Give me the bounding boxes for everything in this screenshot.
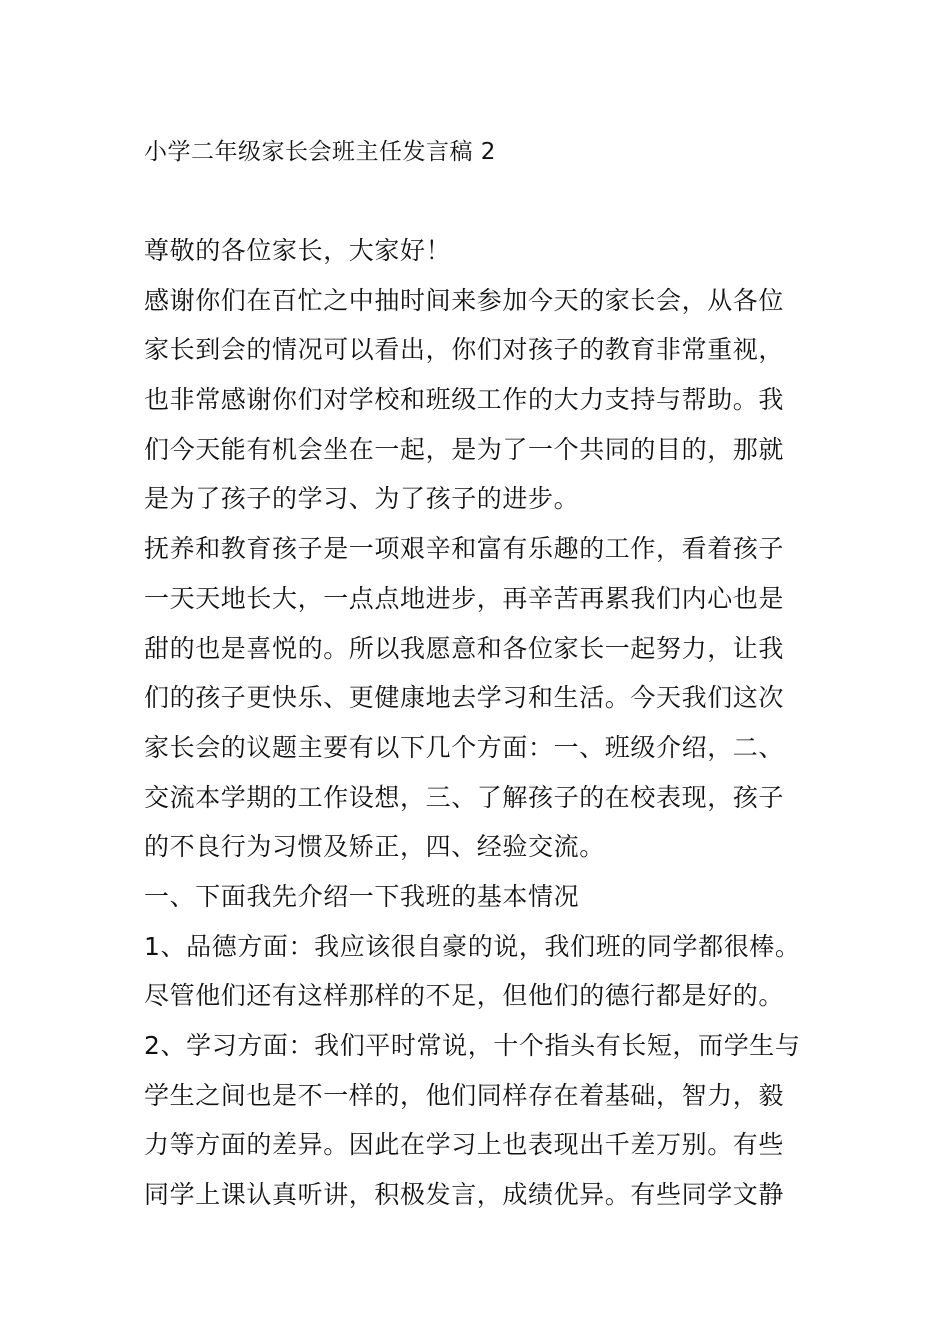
body-line: 尊敬的各位家长，大家好！ [144, 236, 452, 265]
body-line: 2、学习方面：我们平时常说，十个指头有长短，而学生与 [144, 1031, 801, 1060]
section-heading: 一、下面我先介绍一下我班的基本情况 [144, 881, 580, 911]
body-line: 们今天能有机会坐在一起，是为了一个共同的目的，那就 [144, 434, 785, 464]
body-line: 家长会的议题主要有以下几个方面：一、班级介绍，二、 [144, 732, 785, 762]
body-line: 1、品德方面：我应该很自豪的说，我们班的同学都很棒。 [144, 931, 801, 961]
body-line: 是为了孩子的学习、为了孩子的进步。 [144, 484, 580, 514]
body-line: 一天天地长大，一点点地进步，再辛苦再累我们内心也是 [144, 583, 785, 613]
body-line: 抚养和教育孩子是一项艰辛和富有乐趣的工作，看着孩子 [144, 534, 785, 564]
document-title: 小学二年级家长会班主任发言稿 2 [144, 139, 496, 165]
body-line: 尽管他们还有这样那样的不足，但他们的德行都是好的。 [144, 981, 785, 1011]
body-line: 们的孩子更快乐、更健康地去学习和生活。今天我们这次 [144, 683, 785, 713]
body-line: 也非常感谢你们对学校和班级工作的大力支持与帮助。我 [144, 385, 785, 415]
body-line: 甜的也是喜悦的。所以我愿意和各位家长一起努力，让我 [144, 633, 785, 663]
body-line: 家长到会的情况可以看出，你们对孩子的教育非常重视， [144, 335, 785, 365]
body-line: 力等方面的差异。因此在学习上也表现出千差万别。有些 [144, 1130, 785, 1160]
body-line: 感谢你们在百忙之中抽时间来参加今天的家长会，从各位 [144, 285, 785, 315]
body-line: 学生之间也是不一样的，他们同样存在着基础，智力，毅 [144, 1080, 785, 1110]
document-body [144, 226, 809, 1220]
body-line: 同学上课认真听讲，积极发言，成绩优异。有些同学文静 [144, 1180, 785, 1210]
body-line: 的不良行为习惯及矫正，四、经验交流。 [144, 832, 605, 862]
body-line: 交流本学期的工作设想，三、了解孩子的在校表现，孩子 [144, 782, 785, 812]
